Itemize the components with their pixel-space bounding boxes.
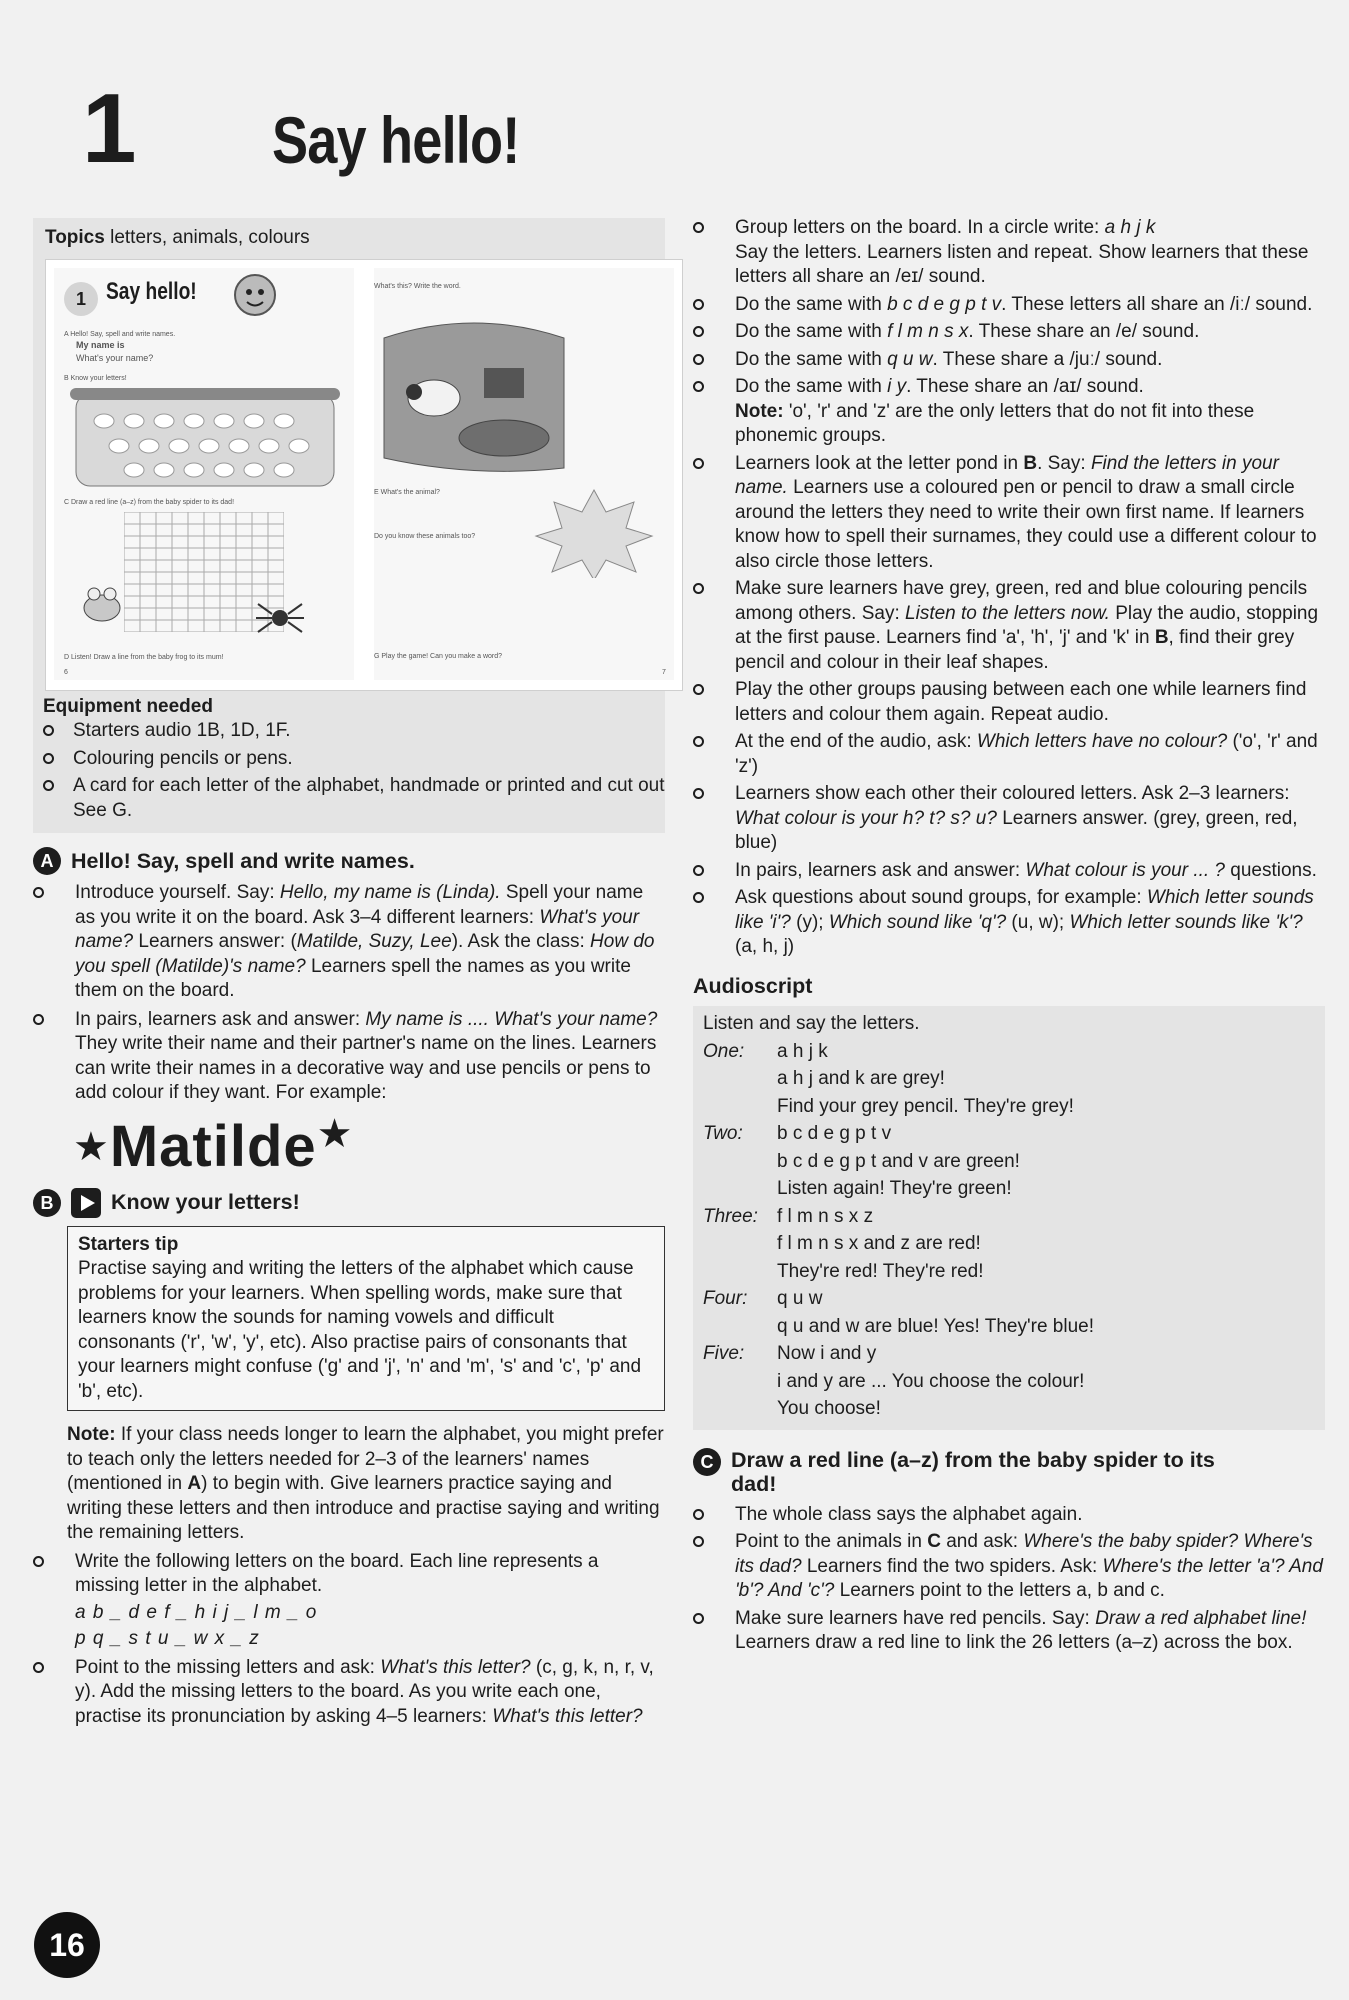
audioscript-line: b c d e g p t v [777,1123,892,1144]
thumbnail-a-line2: What's your name? [76,352,154,363]
audioscript-speaker-label [703,1150,777,1175]
audioscript-row [703,1342,1315,1367]
frog-icon [80,584,124,624]
section-b-heading [33,1188,665,1218]
thumbnail-g-label: G Play the game! Can you make a word? [374,652,503,660]
audioscript-line: q u w [777,1288,823,1309]
right-bullet: Ask questions about sound groups, for example: Which letter sounds like 'i'? (y); Which sound like 'q'? (u, w); Which letter sounds like 'k'? (a, h, j) [693,886,1325,960]
audioscript-row [703,1067,1315,1092]
topics-panel [33,218,665,833]
farm-scene-illustration [374,298,574,478]
section-b-bullet: Point to the missing letters and ask: What's this letter? (c, g, k, n, r, v, y). Add the missing letters to the board. As you write each one, practise its pronunciation by asking 4–5 learners: What's this letter? [33,1656,665,1730]
right-bullet: Play the other groups pausing between each one while learners find letters and colour them again. Repeat audio. [693,678,1325,727]
audioscript-speaker-label [703,1370,777,1395]
right-bullet: Group letters on the board. In a circle write: a h j k Say the letters. Learners listen and repeat. Show learners that these letters all share an /eɪ/ sound. [693,216,1325,290]
section-c-heading [693,1448,1325,1497]
unit-number: 1 [82,73,133,183]
thumbnail-left-page [54,268,354,680]
coursebook-page-thumbnail [45,259,683,691]
starters-tip-box [67,1226,665,1412]
section-b-list [33,1550,665,1730]
audioscript-speaker-label [703,1232,777,1257]
section-c-badge: C [693,1448,721,1476]
thumbnail-right-page-number: 7 [662,668,666,676]
star-icon: ★ [73,1124,110,1169]
equipment-item: Starters audio 1B, 1D, 1F. [33,719,665,744]
section-a-heading [33,847,665,875]
section-c-bullet: Make sure learners have red pencils. Say: Draw a red alphabet line! Learners draw a red line to link the 26 letters (a–z) across the box. [693,1607,1325,1656]
right-column [693,216,1325,1656]
audioscript-row [703,1370,1315,1395]
audioscript-line: Now i and y [777,1343,877,1364]
audioscript-line: f l m n s x z [777,1205,874,1227]
audioscript-line: a h j and k are grey! [777,1068,945,1089]
thumbnail-right-top-label: What's this? Write the word. [374,282,461,290]
section-b-bullet: Write the following letters on the board. Each line represents a missing letter in the alphabet. a b _ d e f _ h i j _ l m _ o p q _ s t u _ w x _ z [33,1550,665,1652]
audioscript-intro: Listen and say the letters. [703,1013,920,1034]
right-bullet: Do the same with q u w. These share a /juː/ sound. [693,348,1325,373]
audioscript-line: a h j k [777,1040,828,1062]
audioscript-line: They're red! They're red! [777,1260,984,1282]
audioscript-row [703,1287,1315,1312]
tip-text: Practise saying and writing the letters of the alphabet which cause problems for your learners. When spelling words, make sure that learners know the sounds for naming vowels and difficult consonants ('r', 'w', 'y', etc). Also practise pairs of consonants that your learners might confuse ('g' and 'j', 'n' and 'm', 's' and 'c', 'p' and 'b', etc). [78,1258,642,1402]
audioscript-line: f l m n s x and z are red! [777,1233,981,1254]
letter-pond-illustration [64,386,346,494]
right-bullet: Do the same with i y. These share an /aɪ/ sound. Note: 'o', 'r' and 'z' are the only letters that do not fit into these phonemic groups. [693,375,1325,449]
letter-sequence-2: p q _ s t u _ w x _ z [75,1628,260,1649]
topics-line [33,218,665,251]
audioscript-line: b c d e g p t and v are green! [777,1150,1020,1172]
unit-title: Say hello! [272,103,520,177]
monkey-icon [232,272,278,318]
phonemic-note: Note: 'o', 'r' and 'z' are the only letters that do not fit into these phonemic groups. [735,400,1255,446]
section-a-title: Hello! Say, spell and write ɴames. [71,848,415,873]
audioscript-row [703,1150,1315,1175]
audioscript-speaker-label: One: [703,1040,745,1062]
section-b-badge: B [33,1189,61,1217]
sound-groups-list [693,216,1325,960]
equipment-heading: Equipment needed [43,695,213,717]
right-bullet: In pairs, learners ask and answer: What colour is your ... ? questions. [693,859,1325,884]
equipment-list [33,719,665,833]
equipment-item: A card for each letter of the alphabet, handmade or printed and cut out See G. [33,774,665,823]
audioscript-speaker-label [703,1177,777,1202]
section-a-bullet: In pairs, learners ask and answer: My name is .... What's your name? They write their name and their partner's name on the lines. Learners can write their names in a decorative way and use pencils or pens to add colour if they want. For example: [33,1008,665,1106]
audioscript-row [703,1122,1315,1147]
right-bullet: Do the same with f l m n s x. These share an /e/ sound. [693,320,1325,345]
section-b-title: Know your letters! [111,1190,300,1215]
right-bullet: Do the same with b c d e g p t v. These letters all share an /iː/ sound. [693,293,1325,318]
section-b-note: Note: If your class needs longer to learn the alphabet, you might prefer to teach only the letters needed for 2–3 of the learners' names (mentioned in A) to begin with. Give learners practice saying and writing these letters and then introduce and practise saying and writing the remaining letters. [67,1424,664,1543]
topics-text: letters, animals, colours [110,227,310,248]
star-icon: ★ [316,1111,354,1156]
audioscript-row [703,1095,1315,1120]
thumbnail-left-page-number: 6 [64,668,68,676]
animals-burst-illustration [534,488,654,578]
audioscript-row [703,1260,1315,1285]
audioscript-speaker-label [703,1397,777,1422]
audioscript-row [703,1397,1315,1422]
audioscript-panel [693,1006,1325,1430]
audioscript-line: Listen again! They're green! [777,1178,1012,1199]
section-c-title: Draw a red line (a–z) from the baby spider to its dad! [731,1447,1215,1496]
thumbnail-right-page [374,268,674,680]
section-c-bullet: The whole class says the alphabet again. [693,1503,1325,1528]
audioscript-heading: Audioscript [693,973,813,998]
right-bullet: Make sure learners have grey, green, red and blue colouring pencils among others. Say: Listen to the letters now. Play the audio, stopping at the first pause. Learners find 'a', 'h', 'j' and 'k' in B, find their grey pencil and colour in their leaf shapes. [693,577,1325,675]
audioscript-speaker-label: Three: [703,1205,758,1227]
thumbnail-unit-badge: 1 [64,282,98,316]
thumbnail-d-label: D Listen! Draw a line from the baby frog to its mum! [64,653,224,661]
right-bullet: Learners look at the letter pond in B. Say: Find the letters in your name. Learners use a coloured pen or pencil to draw a small circle around the letters they need to write their own first name. If learners know how to spell their surnames, they could use a different colour to also circle those letters. [693,452,1325,575]
audioscript-row [703,1177,1315,1202]
audioscript-row [703,1232,1315,1257]
thumbnail-a-label: A Hello! Say, spell and write names. [64,330,176,338]
section-a-bullet: Introduce yourself. Say: Hello, my name is (Linda). Spell your name as you write it on the board. Ask 3–4 different learners: What's your name? Learners answer: (Matilde, Suzy, Lee). Ask the class: How do you spell (Matilde)'s name? Learners spell the names as you write them on the board. [33,881,665,1004]
audioscript-speaker-label: Four: [703,1288,748,1309]
topics-label: Topics [45,227,105,248]
audioscript-row [703,1040,1315,1065]
audioscript-speaker-label [703,1260,777,1285]
audioscript-line: q u and w are blue! Yes! They're blue! [777,1315,1094,1337]
audioscript-line: i and y are ... You choose the colour! [777,1370,1085,1392]
section-a-list [33,881,665,1106]
right-bullet: At the end of the audio, ask: Which letters have no colour? ('o', 'r' and 'z') [693,730,1325,779]
thumbnail-a-line1: My name is [76,339,125,350]
section-c-list [693,1503,1325,1656]
tip-heading: Starters tip [78,1233,179,1255]
letter-sequence-1: a b _ d e f _ h i j _ l m _ o [75,1601,318,1623]
thumbnail-e-label: E What's the animal? [374,488,440,496]
left-column [33,218,665,1729]
equipment-item: Colouring pencils or pens. [33,747,665,772]
audioscript-speaker-label [703,1067,777,1092]
section-a-badge: A [33,847,61,875]
thumbnail-question: Do you know these animals too? [374,532,476,540]
matilde-example [73,1111,665,1180]
audioscript-row [703,1205,1315,1230]
audioscript-line: You choose! [777,1398,881,1419]
page-number: 16 [34,1912,100,1978]
audio-play-icon [71,1188,101,1218]
audioscript-row [703,1315,1315,1340]
audioscript-speaker-label [703,1315,777,1340]
faded-background-heading [620,88,638,113]
example-name: Matilde [109,1113,317,1179]
thumbnail-title: Say hello! [106,277,197,305]
audioscript-rows [703,1040,1315,1422]
right-bullet: Learners show each other their coloured letters. Ask 2–3 learners: What colour is your h? t? s? u? Learners answer. (grey, green, red, blue) [693,782,1325,856]
audioscript-speaker-label: Five: [703,1343,745,1364]
audioscript-line: Find your grey pencil. They're grey! [777,1095,1074,1117]
thumbnail-c-label: C Draw a red line (a–z) from the baby spider to its dad! [64,498,235,506]
thumbnail-b-label: B Know your letters! [64,374,127,382]
spider-icon [254,598,306,638]
section-c-bullet: Point to the animals in C and ask: Where's the baby spider? Where's its dad? Learners find the two spiders. Ask: Where's the letter 'a'? And 'b'? And 'c'? Learners point to the letters a, b and c. [693,1530,1325,1604]
audioscript-speaker-label: Two: [703,1123,743,1144]
audioscript-speaker-label [703,1095,777,1120]
